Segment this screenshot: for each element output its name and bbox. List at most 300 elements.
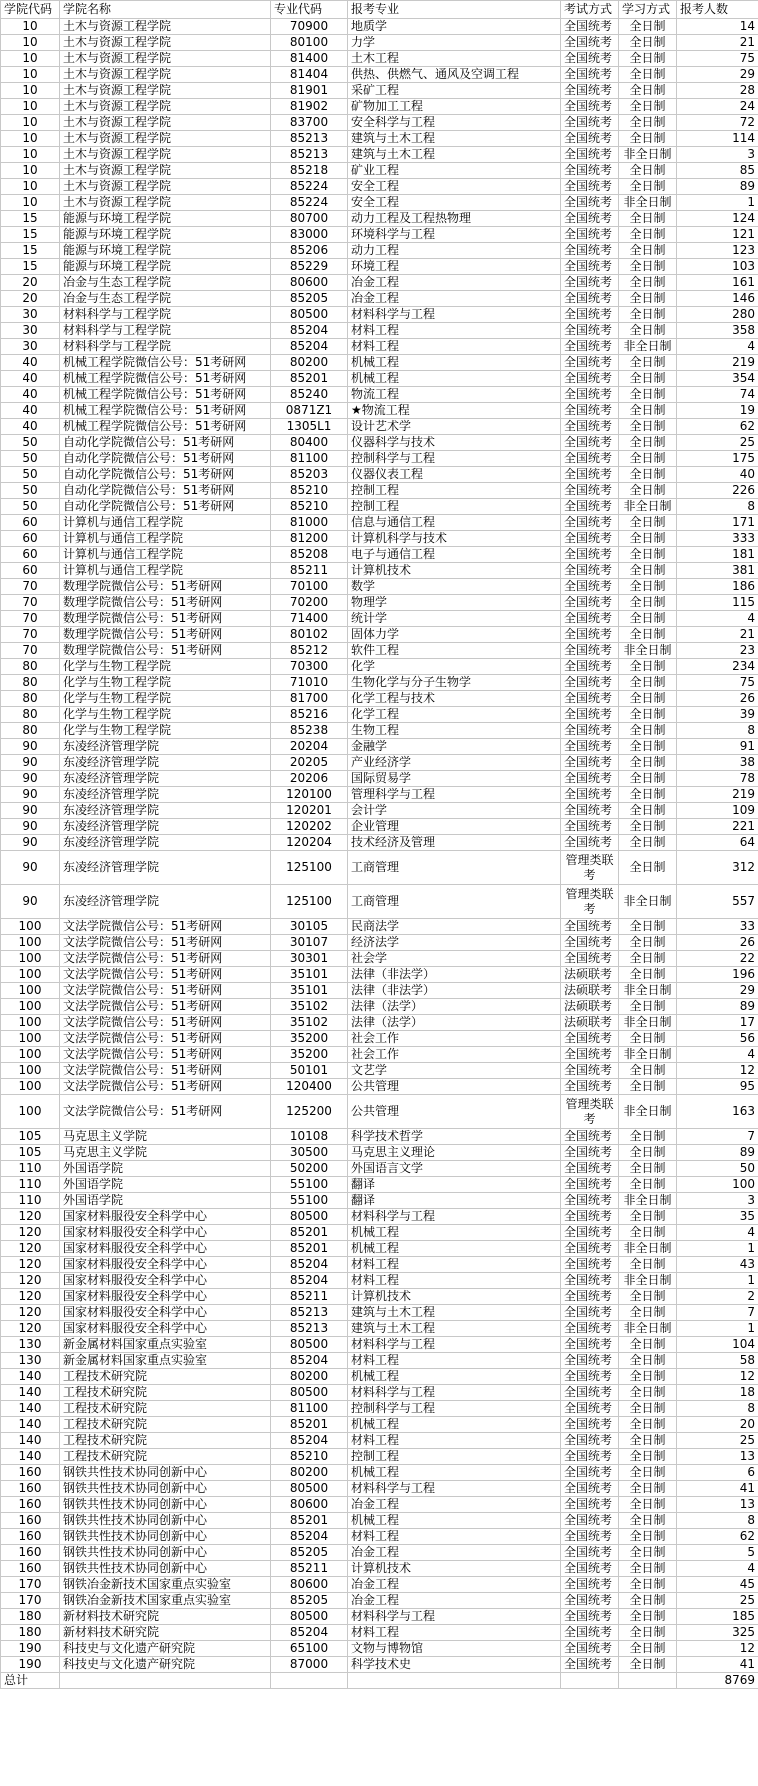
table-row [1,259,758,275]
cell-exam-type: 全国统考 [561,595,619,611]
cell-college-code: 10 [1,131,60,147]
cell-applicant-count: 74 [677,387,758,403]
cell-study-mode: 全日制 [619,1481,677,1497]
table-row [1,1225,758,1241]
cell-college-code: 105 [1,1145,60,1161]
cell-study-mode: 全日制 [619,115,677,131]
table-row [1,1015,758,1031]
cell-major-code: 10108 [271,1129,348,1145]
cell-major-name: 动力工程及工程热物理 [348,211,561,227]
cell-college-name: 东凌经济管理学院 [60,771,271,787]
cell-applicant-count: 21 [677,627,758,643]
table-row [1,611,758,627]
cell-college-name: 自动化学院微信公号：51考研网 [60,499,271,515]
cell-college-name: 数理学院微信公号：51考研网 [60,579,271,595]
cell-college-name: 能源与环境工程学院 [60,243,271,259]
table-row [1,1177,758,1193]
cell-major-name: 冶金工程 [348,1497,561,1513]
cell-exam-type: 全国统考 [561,1063,619,1079]
cell-college-name: 材料科学与工程学院 [60,307,271,323]
cell-college-code: 80 [1,659,60,675]
cell-major-code: 0871Z1 [271,403,348,419]
cell-exam-type: 全国统考 [561,1321,619,1337]
cell-college-name: 计算机与通信工程学院 [60,531,271,547]
cell-major-code: 55100 [271,1177,348,1193]
cell-applicant-count: 121 [677,227,758,243]
cell-major-code: 80500 [271,1481,348,1497]
cell-major-code: 70200 [271,595,348,611]
cell-major-name: 材料科学与工程 [348,1209,561,1225]
cell-college-code: 50 [1,499,60,515]
cell-major-name: 翻译 [348,1193,561,1209]
table-row [1,723,758,739]
cell-exam-type: 全国统考 [561,1177,619,1193]
cell-college-name: 土木与资源工程学院 [60,147,271,163]
cell-applicant-count: 185 [677,1609,758,1625]
cell-major-code: 80200 [271,355,348,371]
cell-applicant-count: 45 [677,1577,758,1593]
cell-college-name: 工程技术研究院 [60,1401,271,1417]
cell-applicant-count: 325 [677,1625,758,1641]
cell-applicant-count: 4 [677,339,758,355]
cell-college-name: 文法学院微信公号：51考研网 [60,1095,271,1129]
cell-college-code: 110 [1,1193,60,1209]
cell-applicant-count: 28 [677,83,758,99]
cell-college-name: 文法学院微信公号：51考研网 [60,1079,271,1095]
cell-study-mode: 全日制 [619,435,677,451]
cell-major-name: 金融学 [348,739,561,755]
cell-college-code: 60 [1,547,60,563]
cell-study-mode: 非全日制 [619,1015,677,1031]
cell-college-name: 文法学院微信公号：51考研网 [60,935,271,951]
cell-college-name: 国家材料服役安全科学中心 [60,1321,271,1337]
cell-applicant-count: 4 [677,1225,758,1241]
cell-college-code: 105 [1,1129,60,1145]
cell-major-code: 85201 [271,1513,348,1529]
table-row [1,707,758,723]
cell-college-name: 新材料技术研究院 [60,1609,271,1625]
cell-major-name: 管理科学与工程 [348,787,561,803]
cell-college-name: 机械工程学院微信公号：51考研网 [60,419,271,435]
table-row [1,211,758,227]
cell-exam-type: 全国统考 [561,339,619,355]
table-row [1,967,758,983]
cell-major-name: 技术经济及管理 [348,835,561,851]
cell-college-code: 10 [1,67,60,83]
header-major-name: 报考专业 [348,1,561,19]
table-row [1,51,758,67]
cell-study-mode: 全日制 [619,403,677,419]
cell-college-name: 工程技术研究院 [60,1417,271,1433]
table-row [1,163,758,179]
cell-college-code: 120 [1,1305,60,1321]
table-row [1,35,758,51]
cell-college-code: 110 [1,1161,60,1177]
cell-major-name: 矿业工程 [348,163,561,179]
cell-study-mode: 全日制 [619,51,677,67]
cell-college-code: 40 [1,355,60,371]
cell-major-name: 化学工程 [348,707,561,723]
cell-study-mode: 非全日制 [619,1321,677,1337]
cell-exam-type: 全国统考 [561,803,619,819]
cell-exam-type: 全国统考 [561,755,619,771]
cell-major-name: 冶金工程 [348,275,561,291]
cell-major-name: 软件工程 [348,643,561,659]
cell-college-code: 100 [1,919,60,935]
cell-major-name: 机械工程 [348,1465,561,1481]
table-row [1,1161,758,1177]
cell-study-mode: 全日制 [619,675,677,691]
cell-major-name: 计算机科学与技术 [348,531,561,547]
cell-major-name: 动力工程 [348,243,561,259]
cell-applicant-count: 7 [677,1305,758,1321]
cell-exam-type: 全国统考 [561,707,619,723]
cell-major-name: 统计学 [348,611,561,627]
table-row [1,243,758,259]
cell-study-mode: 全日制 [619,355,677,371]
cell-major-name: 外国语言文学 [348,1161,561,1177]
cell-college-code: 10 [1,35,60,51]
table-row [1,1257,758,1273]
header-study-mode: 学习方式 [619,1,677,19]
cell-exam-type: 管理类联考 [561,1095,619,1129]
table-row [1,1047,758,1063]
cell-college-name: 新金属材料国家重点实验室 [60,1337,271,1353]
table-row [1,323,758,339]
cell-major-code: 85229 [271,259,348,275]
table-row [1,1513,758,1529]
cell-college-name: 东凌经济管理学院 [60,835,271,851]
cell-exam-type: 全国统考 [561,1369,619,1385]
cell-college-name: 文法学院微信公号：51考研网 [60,951,271,967]
cell-applicant-count: 95 [677,1079,758,1095]
cell-exam-type: 全国统考 [561,83,619,99]
cell-college-name: 外国语学院 [60,1193,271,1209]
cell-college-code: 90 [1,771,60,787]
cell-college-name: 自动化学院微信公号：51考研网 [60,483,271,499]
cell-major-name: 材料工程 [348,1529,561,1545]
cell-study-mode: 全日制 [619,1657,677,1673]
table-row [1,147,758,163]
cell-applicant-count: 21 [677,35,758,51]
cell-major-code: 35200 [271,1047,348,1063]
cell-major-code: 125100 [271,885,348,919]
cell-college-code: 90 [1,851,60,885]
cell-applicant-count: 26 [677,691,758,707]
cell-college-code: 50 [1,483,60,499]
table-row [1,643,758,659]
cell-major-code: 65100 [271,1641,348,1657]
cell-college-name: 土木与资源工程学院 [60,179,271,195]
cell-applicant-count: 8 [677,1401,758,1417]
cell-applicant-count: 171 [677,515,758,531]
cell-major-name: 环境工程 [348,259,561,275]
cell-exam-type: 全国统考 [561,1433,619,1449]
cell-study-mode: 全日制 [619,1577,677,1593]
cell-major-code: 80200 [271,1465,348,1481]
cell-major-code: 87000 [271,1657,348,1673]
table-row [1,291,758,307]
cell-major-name: 社会学 [348,951,561,967]
cell-major-code: 85205 [271,1593,348,1609]
cell-major-code: 1305L1 [271,419,348,435]
cell-exam-type: 全国统考 [561,179,619,195]
cell-major-name: 文艺学 [348,1063,561,1079]
cell-college-name: 土木与资源工程学院 [60,19,271,35]
cell-college-name: 国家材料服役安全科学中心 [60,1257,271,1273]
cell-exam-type: 全国统考 [561,1209,619,1225]
cell-applicant-count: 8 [677,1513,758,1529]
cell-study-mode: 非全日制 [619,195,677,211]
cell-exam-type: 法硕联考 [561,983,619,999]
cell-major-name: 社会工作 [348,1031,561,1047]
cell-exam-type: 管理类联考 [561,885,619,919]
table-row [1,919,758,935]
cell-major-code: 85238 [271,723,348,739]
cell-study-mode: 全日制 [619,1465,677,1481]
cell-college-name: 计算机与通信工程学院 [60,563,271,579]
cell-study-mode: 全日制 [619,1609,677,1625]
cell-major-name: 建筑与土木工程 [348,1321,561,1337]
cell-applicant-count: 35 [677,1209,758,1225]
cell-applicant-count: 85 [677,163,758,179]
cell-college-name: 东凌经济管理学院 [60,885,271,919]
cell-study-mode: 全日制 [619,1385,677,1401]
cell-college-code: 140 [1,1385,60,1401]
cell-major-name: 化学工程与技术 [348,691,561,707]
cell-major-name: 法律（非法学） [348,967,561,983]
cell-applicant-count: 43 [677,1257,758,1273]
cell-exam-type: 全国统考 [561,1561,619,1577]
cell-college-code: 130 [1,1337,60,1353]
cell-applicant-count: 40 [677,467,758,483]
table-row [1,1593,758,1609]
cell-college-code: 160 [1,1513,60,1529]
cell-study-mode: 全日制 [619,1289,677,1305]
cell-college-code: 40 [1,387,60,403]
cell-study-mode: 全日制 [619,951,677,967]
cell-study-mode: 全日制 [619,1079,677,1095]
cell-study-mode: 全日制 [619,419,677,435]
cell-college-name: 新材料技术研究院 [60,1625,271,1641]
cell-study-mode: 非全日制 [619,983,677,999]
cell-college-name: 国家材料服役安全科学中心 [60,1209,271,1225]
cell-major-code: 30107 [271,935,348,951]
total-empty [619,1673,677,1689]
total-empty [271,1673,348,1689]
cell-major-name: 环境科学与工程 [348,227,561,243]
cell-exam-type: 全国统考 [561,919,619,935]
cell-major-code: 80500 [271,307,348,323]
cell-college-name: 东凌经济管理学院 [60,803,271,819]
cell-study-mode: 非全日制 [619,339,677,355]
cell-major-code: 80500 [271,1609,348,1625]
cell-major-name: 工商管理 [348,885,561,919]
cell-exam-type: 全国统考 [561,935,619,951]
cell-college-code: 90 [1,755,60,771]
table-row [1,1577,758,1593]
cell-college-code: 20 [1,291,60,307]
cell-applicant-count: 25 [677,1433,758,1449]
cell-applicant-count: 14 [677,19,758,35]
cell-applicant-count: 25 [677,1593,758,1609]
cell-applicant-count: 78 [677,771,758,787]
header-major-code: 专业代码 [271,1,348,19]
cell-exam-type: 全国统考 [561,387,619,403]
cell-major-code: 85201 [271,1241,348,1257]
cell-college-code: 180 [1,1625,60,1641]
cell-exam-type: 全国统考 [561,675,619,691]
cell-exam-type: 全国统考 [561,115,619,131]
cell-major-name: 公共管理 [348,1095,561,1129]
cell-exam-type: 全国统考 [561,723,619,739]
cell-major-name: ★物流工程 [348,403,561,419]
cell-college-code: 40 [1,371,60,387]
cell-exam-type: 全国统考 [561,259,619,275]
cell-major-name: 材料科学与工程 [348,1385,561,1401]
cell-major-name: 物流工程 [348,387,561,403]
cell-major-code: 50200 [271,1161,348,1177]
table-row [1,885,758,919]
cell-college-code: 10 [1,179,60,195]
cell-exam-type: 全国统考 [561,951,619,967]
cell-exam-type: 全国统考 [561,691,619,707]
cell-exam-type: 全国统考 [561,547,619,563]
cell-study-mode: 全日制 [619,387,677,403]
table-row [1,339,758,355]
table-row [1,1305,758,1321]
header-applicant-count: 报考人数 [677,1,758,19]
cell-exam-type: 全国统考 [561,1047,619,1063]
table-row [1,771,758,787]
cell-major-name: 产业经济学 [348,755,561,771]
cell-college-name: 东凌经济管理学院 [60,739,271,755]
cell-study-mode: 全日制 [619,1529,677,1545]
cell-major-name: 安全科学与工程 [348,115,561,131]
cell-exam-type: 全国统考 [561,467,619,483]
cell-major-name: 材料工程 [348,339,561,355]
cell-applicant-count: 100 [677,1177,758,1193]
cell-college-name: 国家材料服役安全科学中心 [60,1225,271,1241]
table-row [1,115,758,131]
cell-study-mode: 全日制 [619,19,677,35]
cell-study-mode: 全日制 [619,787,677,803]
cell-major-name: 仪器科学与技术 [348,435,561,451]
cell-major-name: 土木工程 [348,51,561,67]
cell-major-code: 80600 [271,1497,348,1513]
table-row [1,227,758,243]
cell-study-mode: 全日制 [619,595,677,611]
cell-exam-type: 全国统考 [561,627,619,643]
cell-study-mode: 全日制 [619,371,677,387]
cell-exam-type: 全国统考 [561,1031,619,1047]
cell-study-mode: 全日制 [619,1063,677,1079]
cell-applicant-count: 20 [677,1417,758,1433]
cell-study-mode: 全日制 [619,1561,677,1577]
cell-college-code: 90 [1,885,60,919]
cell-college-name: 马克思主义学院 [60,1129,271,1145]
cell-college-code: 100 [1,967,60,983]
cell-major-name: 安全工程 [348,195,561,211]
cell-college-code: 120 [1,1241,60,1257]
cell-major-code: 80600 [271,1577,348,1593]
cell-college-name: 冶金与生态工程学院 [60,291,271,307]
cell-college-name: 国家材料服役安全科学中心 [60,1305,271,1321]
cell-major-name: 国际贸易学 [348,771,561,787]
cell-college-code: 100 [1,951,60,967]
table-row [1,1321,758,1337]
header-row [1,1,758,19]
cell-applicant-count: 333 [677,531,758,547]
table-row [1,195,758,211]
cell-college-name: 文法学院微信公号：51考研网 [60,1063,271,1079]
cell-exam-type: 全国统考 [561,659,619,675]
cell-major-code: 120202 [271,819,348,835]
cell-study-mode: 全日制 [619,1417,677,1433]
table-row [1,467,758,483]
cell-exam-type: 全国统考 [561,1577,619,1593]
table-row [1,755,758,771]
cell-major-name: 建筑与土木工程 [348,131,561,147]
cell-study-mode: 全日制 [619,691,677,707]
cell-study-mode: 全日制 [619,1305,677,1321]
cell-exam-type: 法硕联考 [561,999,619,1015]
cell-college-code: 15 [1,211,60,227]
cell-applicant-count: 12 [677,1641,758,1657]
cell-college-name: 土木与资源工程学院 [60,35,271,51]
cell-major-name: 材料工程 [348,1273,561,1289]
cell-college-code: 110 [1,1177,60,1193]
cell-college-name: 能源与环境工程学院 [60,227,271,243]
cell-college-code: 100 [1,983,60,999]
cell-college-code: 170 [1,1593,60,1609]
cell-study-mode: 全日制 [619,967,677,983]
cell-college-code: 80 [1,707,60,723]
cell-study-mode: 全日制 [619,659,677,675]
table-row [1,1529,758,1545]
cell-major-code: 85216 [271,707,348,723]
cell-study-mode: 非全日制 [619,885,677,919]
cell-college-code: 80 [1,691,60,707]
cell-major-name: 文物与博物馆 [348,1641,561,1657]
cell-college-code: 60 [1,531,60,547]
cell-exam-type: 全国统考 [561,403,619,419]
table-row [1,835,758,851]
cell-exam-type: 全国统考 [561,1609,619,1625]
table-row [1,1273,758,1289]
cell-study-mode: 全日制 [619,259,677,275]
cell-major-code: 85208 [271,547,348,563]
cell-college-code: 160 [1,1529,60,1545]
cell-exam-type: 全国统考 [561,227,619,243]
cell-exam-type: 全国统考 [561,787,619,803]
cell-exam-type: 全国统考 [561,243,619,259]
cell-major-code: 85204 [271,1529,348,1545]
cell-college-name: 数理学院微信公号：51考研网 [60,643,271,659]
cell-study-mode: 全日制 [619,1129,677,1145]
cell-study-mode: 全日制 [619,227,677,243]
cell-applicant-count: 13 [677,1497,758,1513]
cell-college-name: 国家材料服役安全科学中心 [60,1289,271,1305]
table-row [1,419,758,435]
cell-college-name: 文法学院微信公号：51考研网 [60,1015,271,1031]
cell-college-name: 钢铁共性技术协同创新中心 [60,1481,271,1497]
cell-college-name: 材料科学与工程学院 [60,339,271,355]
cell-major-code: 85204 [271,339,348,355]
table-row [1,451,758,467]
cell-major-name: 化学 [348,659,561,675]
cell-major-name: 材料科学与工程 [348,1337,561,1353]
